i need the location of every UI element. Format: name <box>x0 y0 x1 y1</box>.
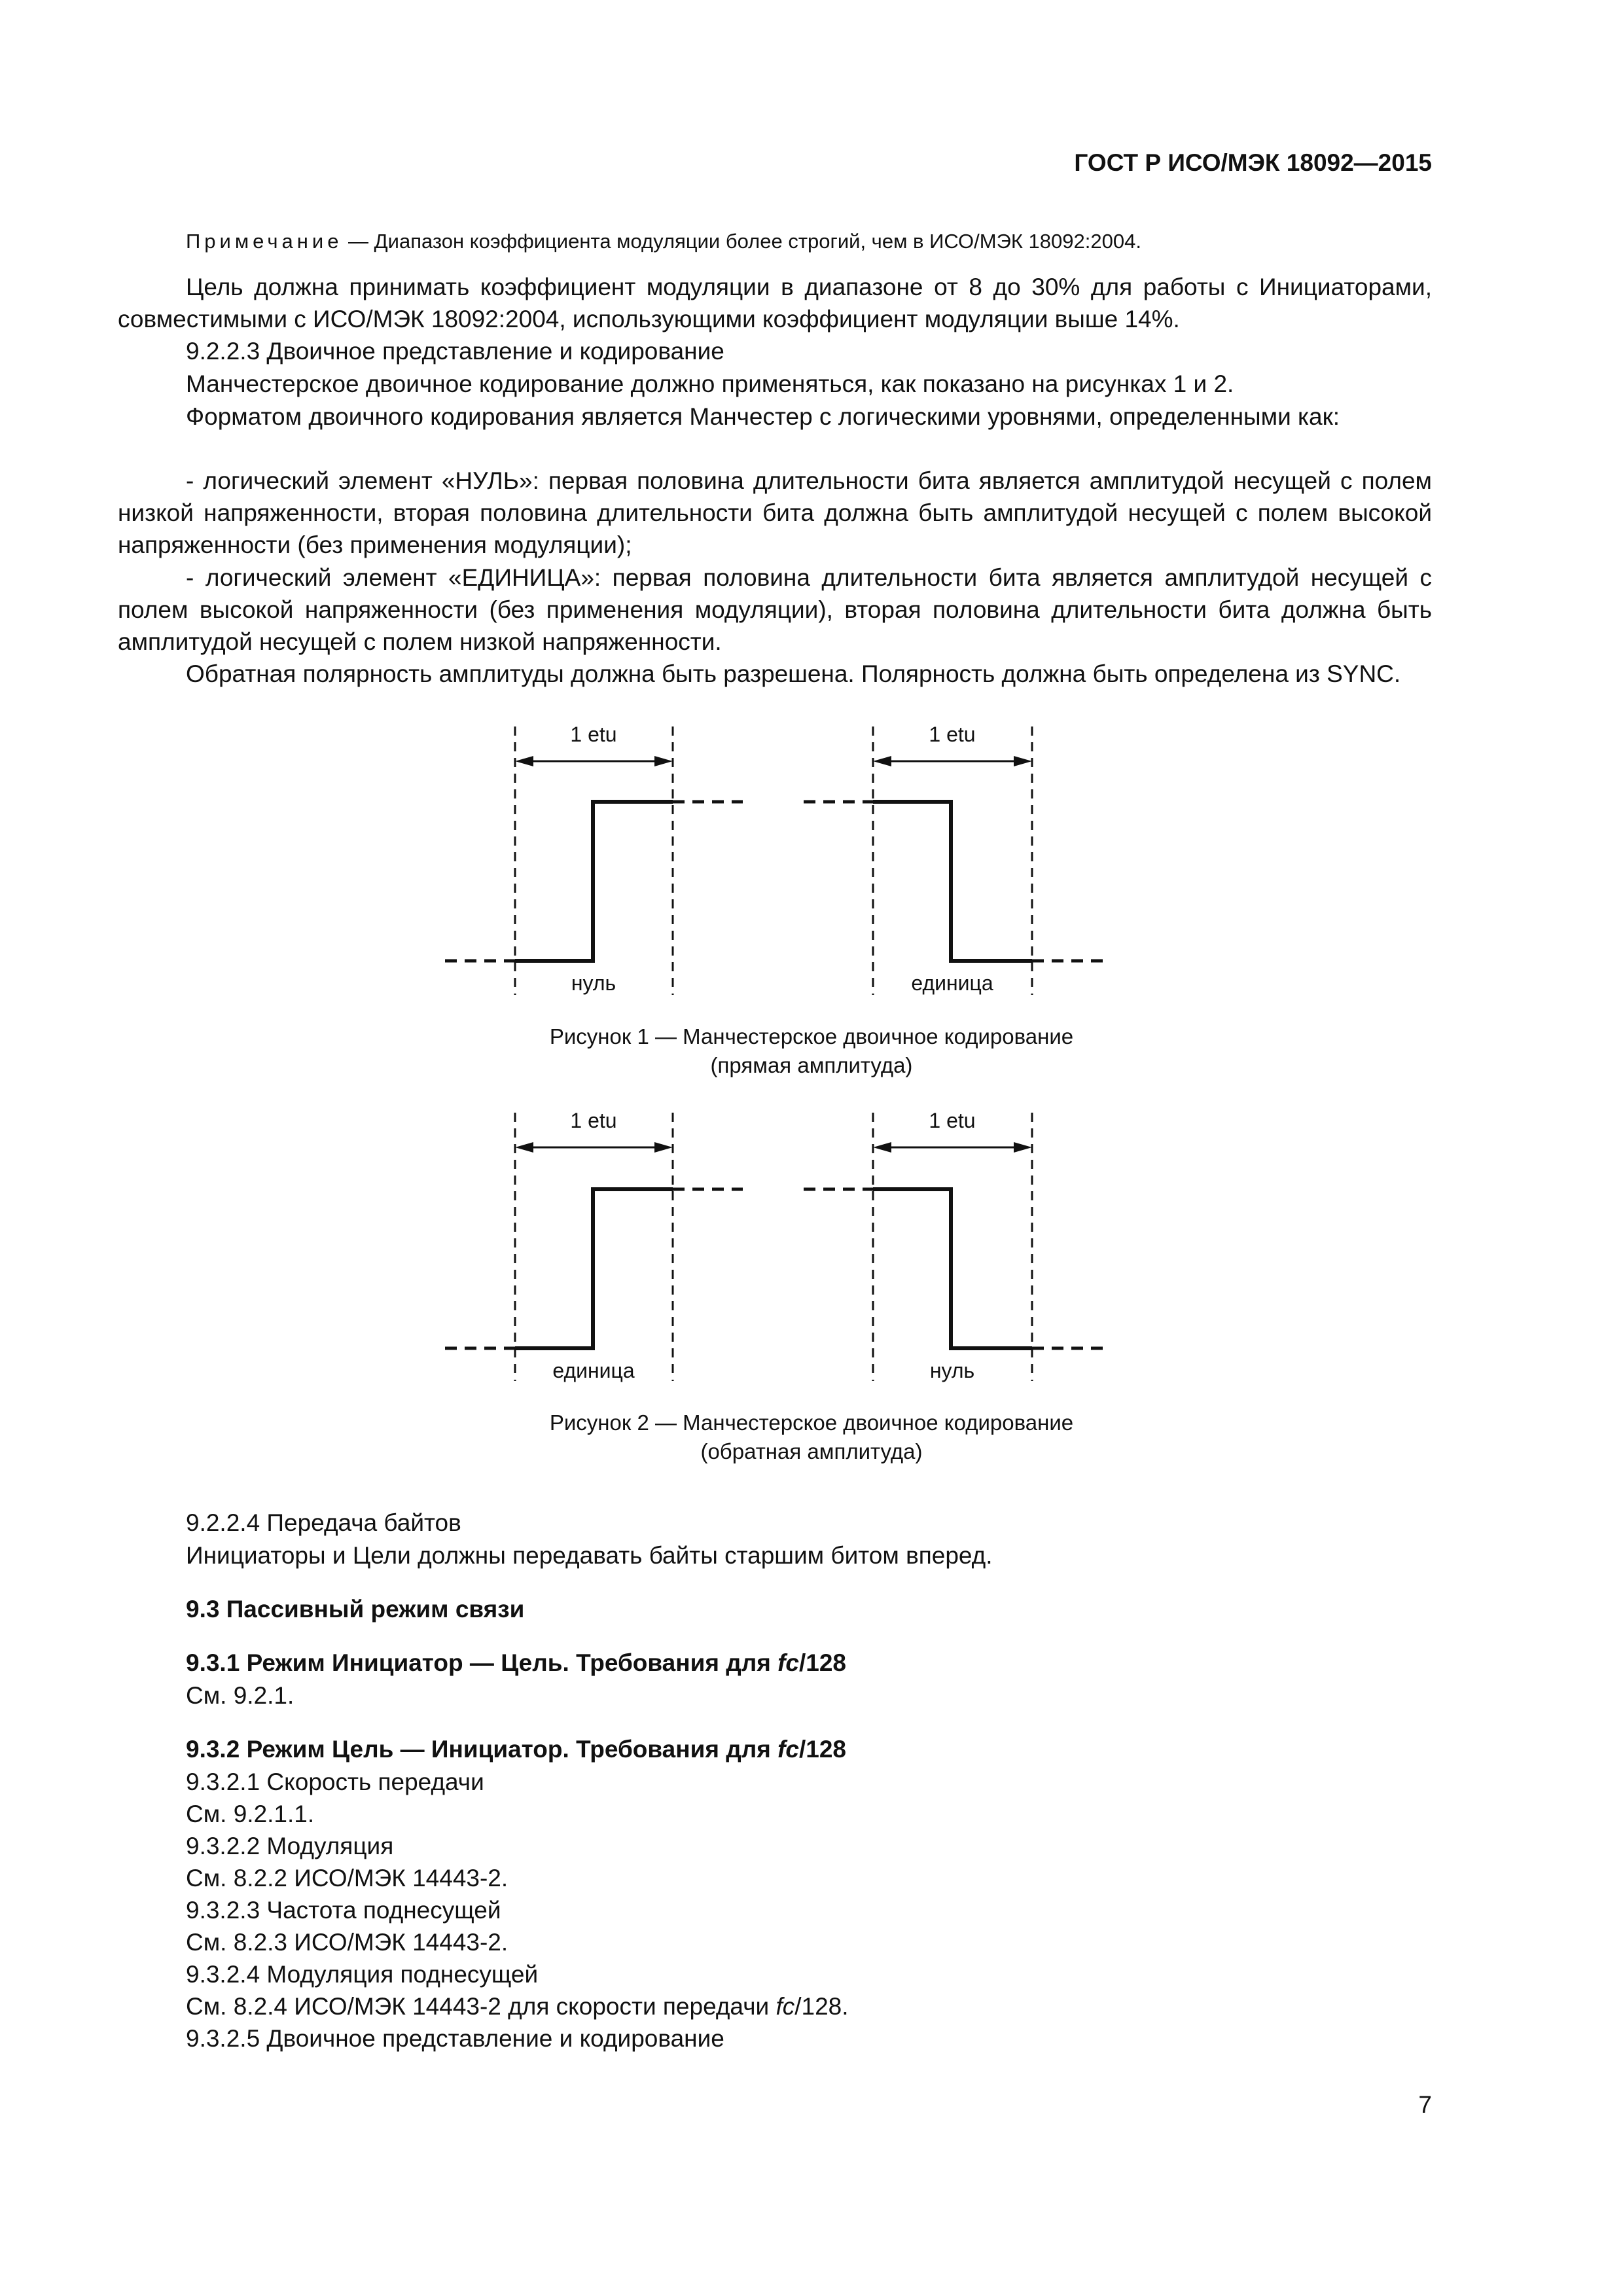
arrowhead-left <box>873 1142 891 1153</box>
bit-label-left: единица <box>552 1359 635 1382</box>
arrowhead-right <box>654 756 673 766</box>
arrowhead-right <box>1014 1142 1032 1153</box>
section-9322-ref: См. 8.2.2 ИСО/МЭК 14443-2. <box>186 1865 508 1892</box>
arrowhead-right <box>1014 756 1032 766</box>
waveform-zero-inverted <box>873 1189 1032 1348</box>
page-number: 7 <box>1418 2091 1432 2118</box>
etu-label-right: 1 etu <box>929 723 976 746</box>
section-93-heading: 9.3 Пассивный режим связи <box>186 1596 525 1623</box>
section-9224-heading: 9.2.2.4 Передача байтов <box>186 1509 461 1536</box>
figure-2-caption-line1: Рисунок 2 — Манчестерское двоичное кодирование <box>549 1410 1074 1435</box>
figure-1-diagram <box>0 713 1623 1008</box>
figure-2-caption <box>0 1408 1623 1466</box>
paragraph-4: Форматом двоичного кодирования является Манчестер с логическими уровнями, определенными как: <box>186 403 1340 430</box>
figure-2-diagram <box>0 1100 1623 1394</box>
document-id: ГОСТ Р ИСО/МЭК 18092—2015 <box>1074 149 1432 176</box>
section-9324-heading: 9.3.2.4 Модуляция поднесущей <box>186 1961 539 1988</box>
heading-italic: fc <box>777 1649 799 1676</box>
heading-text: 9.3.1 Режим Инициатор — Цель. Требования для <box>186 1649 778 1676</box>
etu-label-right: 1 etu <box>929 1109 976 1132</box>
etu-label-left: 1 etu <box>570 1109 617 1132</box>
section-9321-heading: 9.3.2.1 Скорость передачи <box>186 1768 484 1795</box>
figure-2-caption-line2: (обратная амплитуда) <box>700 1439 923 1463</box>
paragraph-5: - логический элемент «НУЛЬ»: первая половина длительности бита является амплитудой несущей с полем низкой напряженности, вторая половина длительности бита должна быть амплитудой несущей с полем высокой напряженности (без применения модуляции); <box>118 467 1432 558</box>
note-dash: — <box>342 230 374 253</box>
figure-1-caption-line2: (прямая амплитуда) <box>710 1053 913 1077</box>
section-9325-heading: 9.3.2.5 Двоичное представление и кодирование <box>186 2025 724 2052</box>
arrowhead-left <box>515 756 533 766</box>
section-932-heading <box>186 1733 846 1766</box>
section-931-heading <box>186 1647 846 1679</box>
arrowhead-right <box>654 1142 673 1153</box>
heading-suffix: /128 <box>798 1736 846 1763</box>
ref-text: См. 8.2.4 ИСО/МЭК 14443-2 для скорости передачи <box>186 1993 776 2020</box>
ref-italic: fc <box>776 1993 795 2020</box>
arrowhead-left <box>515 1142 533 1153</box>
section-931-ref: См. 9.2.1. <box>186 1682 294 1709</box>
section-9321-ref: См. 9.2.1.1. <box>186 1801 315 1827</box>
arrowhead-left <box>873 756 891 766</box>
paragraph-7: Обратная полярность амплитуды должна быть разрешена. Полярность должна быть определена из SYNC. <box>186 660 1401 687</box>
heading-text: 9.3.2 Режим Цель — Инициатор. Требования для <box>186 1736 778 1763</box>
section-9224-text: Инициаторы и Цели должны передавать байты старшим битом вперед. <box>186 1542 993 1569</box>
waveform-one <box>873 802 1032 961</box>
heading-suffix: /128 <box>798 1649 846 1676</box>
paragraph-1: Цель должна принимать коэффициент модуляции в диапазоне от 8 до 30% для работы с Инициаторами, совместимыми с ИСО/МЭК 18092:2004, использующими коэффициент модуляции выше 14%. <box>118 274 1432 332</box>
section-9324-ref <box>186 1990 849 2023</box>
note <box>118 225 1432 257</box>
note-label: Примечание <box>186 230 343 253</box>
waveform-zero <box>515 802 673 961</box>
paragraph-3: Манчестерское двоичное кодирование должно применяться, как показано на рисунках 1 и 2. <box>186 370 1234 397</box>
figure-1-caption-line1: Рисунок 1 — Манчестерское двоичное кодирование <box>549 1024 1074 1049</box>
figure-1-caption <box>0 1022 1623 1080</box>
bit-label-right: нуль <box>929 1359 975 1382</box>
note-text: Диапазон коэффициента модуляции более строгий, чем в ИСО/МЭК 18092:2004. <box>374 230 1141 253</box>
paragraph-6: - логический элемент «ЕДИНИЦА»: первая половина длительности бита является амплитудой несущей с полем высокой напряженности (без применения модуляции), вторая половина длительности бита должна быть амплитудой несущей с полем низкой напряженности. <box>118 564 1432 655</box>
etu-label-left: 1 etu <box>570 723 617 746</box>
bit-label-right: единица <box>911 971 993 995</box>
section-9223-heading: 9.2.2.3 Двоичное представление и кодирование <box>186 338 724 365</box>
section-9322-heading: 9.3.2.2 Модуляция <box>186 1833 394 1859</box>
heading-italic: fc <box>777 1736 799 1763</box>
bit-label-left: нуль <box>571 971 616 995</box>
waveform-one-inverted <box>515 1189 673 1348</box>
section-9323-ref: См. 8.2.3 ИСО/МЭК 14443-2. <box>186 1929 508 1956</box>
section-9323-heading: 9.3.2.3 Частота поднесущей <box>186 1897 501 1924</box>
ref-suffix: /128. <box>794 1993 849 2020</box>
